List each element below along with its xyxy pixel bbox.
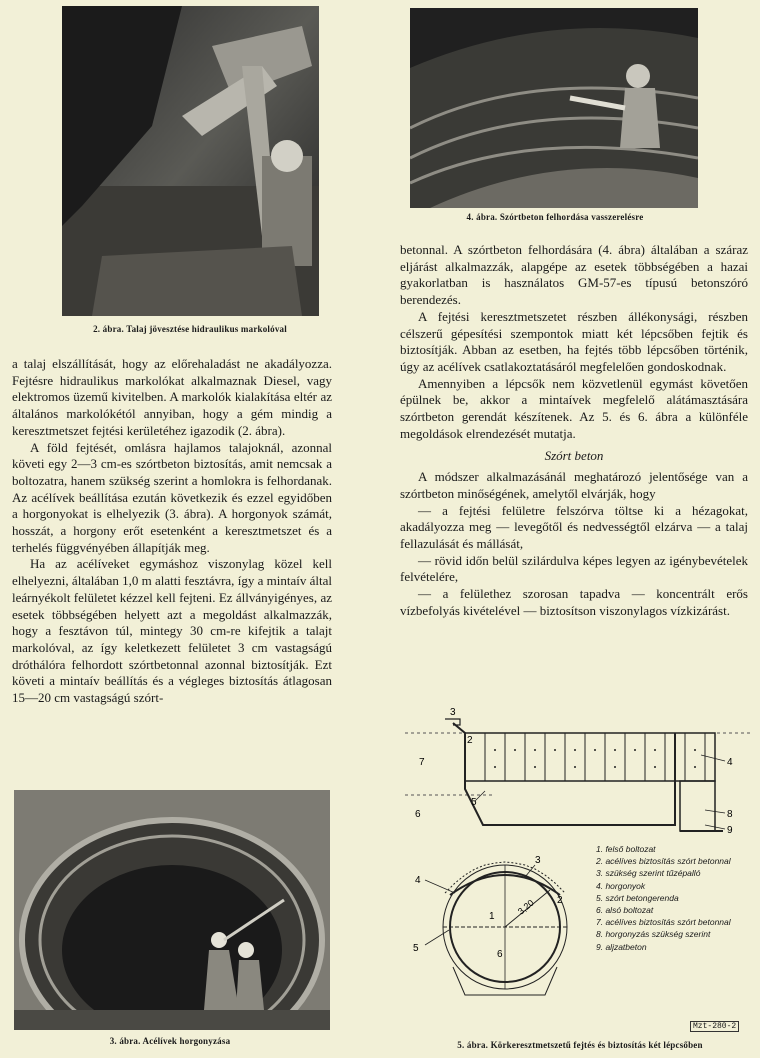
cross-label-2: 2 bbox=[557, 895, 563, 906]
figure-4-photo bbox=[410, 8, 698, 208]
figure-5-caption: 5. ábra. Körkeresztmetszetű fejtés és biztosítás két lépcsőben bbox=[457, 1040, 703, 1050]
section-bullet-2: — rövid időn belül szilárdulva képes legyen az igénybevételek felvételére, bbox=[400, 552, 748, 585]
legend-item-2: 2. acélíves biztosítás szórt betonnal bbox=[596, 856, 731, 867]
cross-label-4: 4 bbox=[415, 875, 421, 886]
figure-2-photo bbox=[62, 6, 319, 316]
right-paragraph-3: Amennyiben a lépcsők nem közvetlenül egymást követően épülnek be, akkor a mintaívek megfelelő alátámasztására szórtbeton gerendát készítenek. Az 5. és 6. ábra a különféle megoldások elrendezését mutatja. bbox=[400, 375, 748, 441]
section-bullet-3: — a felülethez szorosan tapadva — koncentrált erős vízbefolyás kivételével — biztosítson viszonylagos vízkizárást. bbox=[400, 586, 748, 618]
left-column bbox=[12, 356, 332, 791]
cross-label-1: 1 bbox=[489, 911, 495, 922]
figure-3-photo bbox=[14, 790, 330, 1030]
right-column bbox=[400, 242, 748, 702]
long-label-2: 2 bbox=[467, 735, 473, 746]
section-heading: Szórt beton bbox=[544, 448, 604, 464]
long-label-6: 6 bbox=[415, 809, 421, 820]
legend-item-4: 4. horgonyok bbox=[596, 880, 646, 891]
left-paragraph-3: Ha az acélíveket egymáshoz viszonylag közel kell elhelyezni, általában 1,0 m alatti fesztávra, így a mintaív által leárnyékolt felületet kézzel kell fejteni. Ez állványigényes, az esetek többségében helyett azt a megoldást alkalmazzák, hogy a fesztávon túl, mintegy 30 cm-re kifejtik a talajt markolóval, az így keletkezett felületet 3 cm vastagságú dróthálóra felhordott szórtbetonnal azonnal biztosítják. Ezt követi a mintaív beállítás és a végleges biztosítás átlagosan 15—20 cm vastagságú szórt- bbox=[12, 556, 332, 706]
legend-item-8: 8. horgonyzás szükség szerint bbox=[596, 929, 711, 940]
legend-item-6: 6. alsó boltozat bbox=[596, 905, 654, 916]
figure-3-caption: 3. ábra. Acélívek horgonyzása bbox=[109, 1036, 231, 1046]
excavator-photo-icon bbox=[62, 6, 319, 316]
right-paragraph-2: A fejtési keresztmetszetet részben állékonysági, részben célszerű gépesítési szempontok miatt két lépcsőben fejtik és biztosítják. Abban az esetben, ha fejtés több lépcsőben történik, úgy az acélívek csatlakoztatásáról megfelelően gondoskodnak. bbox=[400, 308, 748, 374]
tunnel-anchoring-photo-icon bbox=[14, 790, 330, 1030]
legend-item-7: 7. acélíves biztosítás szórt betonnal bbox=[596, 917, 731, 928]
long-label-5: 5 bbox=[471, 797, 477, 808]
figure-4-caption: 4. ábra. Szórtbeton felhordása vasszerelésre bbox=[466, 212, 644, 222]
dimension-label: 3,20 bbox=[515, 897, 536, 917]
legend-item-9: 9. aljzatbeton bbox=[596, 941, 647, 952]
long-label-4: 4 bbox=[727, 757, 733, 768]
figure-2-caption: 2. ábra. Talaj jövesztése hidraulikus markolóval bbox=[93, 324, 287, 334]
section-bullet-1: — a fejtési felületre felszórva töltse ki a hézagokat, akadályozza meg — levegőtől és nedvességtől elzárva — a talaj fellazulását és mállását, bbox=[400, 502, 748, 551]
right-paragraph-1: betonnal. A szórtbeton felhordására (4. ábra) általában a száraz eljárást alkalmazzák, alapgépe az esetek többségében a hazai gyakorlatban is használatos GM-57-es típusú betonszóró berendezés. bbox=[400, 242, 748, 308]
legend-item-5: 5. szórt betongerenda bbox=[596, 892, 679, 903]
cross-label-6: 6 bbox=[497, 949, 503, 960]
long-label-3: 3 bbox=[450, 707, 456, 718]
section-paragraph-1: A módszer alkalmazásánál meghatározó jelentősége van a szórtbeton minőségének, amelytől elvárják, hogy bbox=[400, 469, 748, 501]
legend-item-3: 3. szükség szerint tűzépalló bbox=[596, 868, 701, 879]
long-label-9: 9 bbox=[727, 825, 733, 836]
cross-label-3: 3 bbox=[535, 855, 541, 866]
figure-5-stamp: Mzt-280-2 bbox=[690, 1021, 739, 1032]
legend-item-1: 1. felső boltozat bbox=[596, 844, 656, 854]
long-label-8: 8 bbox=[727, 809, 733, 820]
shotcrete-spraying-photo-icon bbox=[410, 8, 698, 208]
figure-5-legend bbox=[596, 843, 756, 953]
left-paragraph-2: A föld fejtését, omlásra hajlamos talajoknál, azonnal követi egy 2—3 cm-es szórtbeton biztosítás, amit nemcsak a boltozatra, hanem szükség szerint a homlokra is felhordanak. Az acélívek beállítása ezután következik és ezzel egyidőben a horgonyokat is elhelyezik (3. ábra). A horgonyok számát, hosszát, a horgony erőt esetenként a keresztmetszet és a terhelés függvényében állapítják meg. bbox=[12, 439, 332, 555]
left-paragraph-1: a talaj elszállítását, hogy az előrehaladást ne akadályozza. Fejtésre hidraulikus markolókat alkalmaznak Diesel, vagy elektromos üzemű kivitelben. A markolók kialakítása eltér az általános markolókétól annyiban, hogy a gém mindig a keresztmetszet fejtési kerületéhez igazodik (2. ábra). bbox=[12, 356, 332, 438]
long-label-7: 7 bbox=[419, 757, 425, 768]
cross-label-5: 5 bbox=[413, 943, 419, 954]
